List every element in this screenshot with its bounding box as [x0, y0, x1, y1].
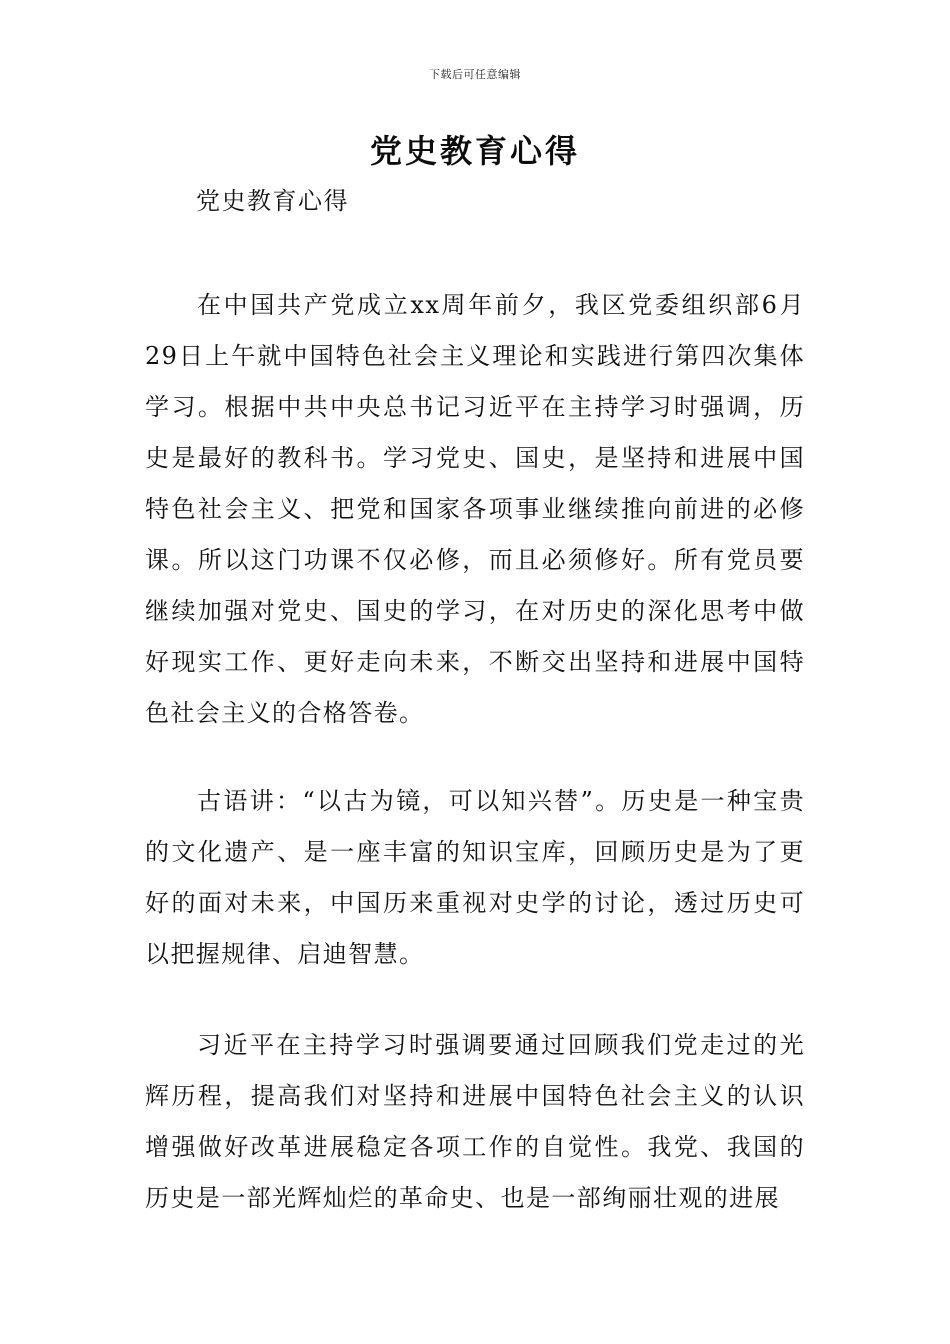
document-subtitle: 党史教育心得 — [196, 187, 349, 215]
paragraph-1: 在中国共产党成立xx周年前夕，我区党委组织部6月29日上午就中国特色社会主义理论和实践进行第四次集体学习。根据中共中央总书记习近平在主持学习时强调，历史是最好的教科书。学习党史、国史，是坚持和进展中国特色社会主义、把党和国家各项事业继续推向前进的必修课。所以这门功课不仅必修，而且必须修好。所有党员要继续加强对党史、国史的学习，在对历史的深化思考中做好现实工作、更好走向未来，不断交出坚持和进展中国特色社会主义的合格答卷。 — [145, 291, 805, 727]
paragraph-2: 古语讲：“以古为镜，可以知兴替”。历史是一种宝贵的文化遗产、是一座丰富的知识宝库，回顾历史是为了更好的面对未来，中国历来重视对史学的讨论，透过历史可以把握规律、启迪智慧。 — [145, 787, 805, 968]
paragraph-3: 习近平在主持学习时强调要通过回顾我们党走过的光辉历程，提高我们对坚持和进展中国特色社会主义的认识增强做好改革进展稳定各项工作的自觉性。我党、我国的历史是一部光辉灿烂的革命史、也是一部绚丽壮观的进展 — [145, 1031, 805, 1212]
header-note: 下载后可任意编辑 — [429, 68, 521, 81]
document-title: 党史教育心得 — [369, 132, 580, 170]
